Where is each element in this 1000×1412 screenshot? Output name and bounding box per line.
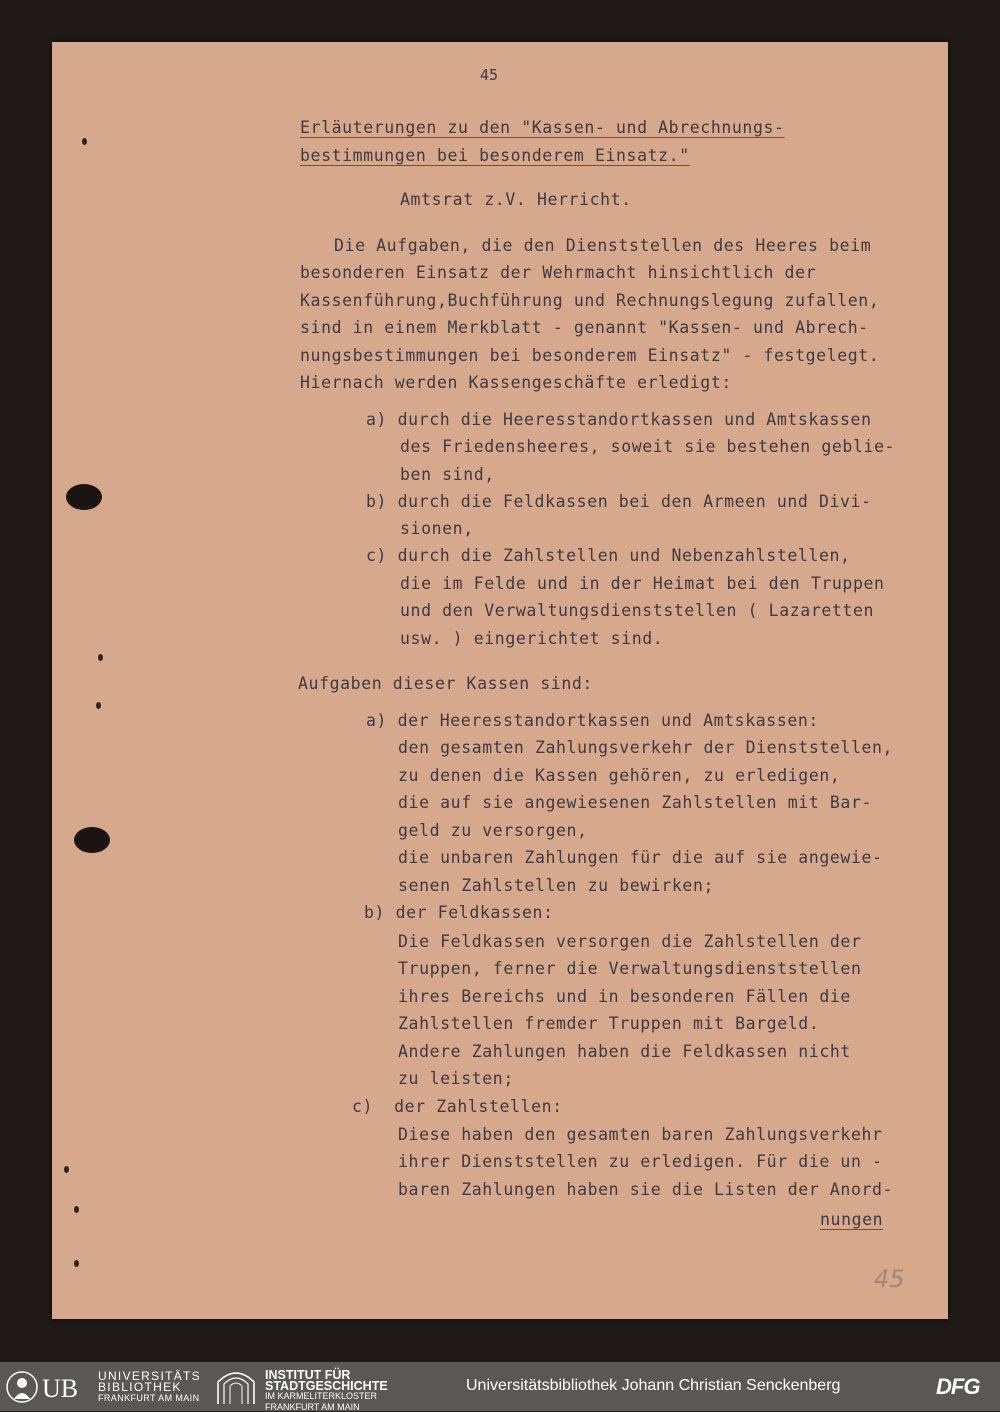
text-line: besonderen Einsatz der Wehrmacht hinsichtlich der xyxy=(300,263,817,282)
text-line: Aufgaben dieser Kassen sind: xyxy=(298,674,593,693)
isg-name: INSTITUT FÜR STADTGESCHICHTE IM KARMELITERKLOSTER FRANKFURT AM MAIN xyxy=(265,1368,388,1412)
text-line: nungen xyxy=(820,1210,884,1229)
text-line: geld zu versorgen, xyxy=(398,821,588,840)
library-title: Universitätsbibliothek Johann Christian Senckenberg xyxy=(466,1377,841,1394)
text-line: c) der Zahlstellen: xyxy=(352,1097,563,1116)
speck-5 xyxy=(74,1206,79,1213)
text-line: senen Zahlstellen zu bewirken; xyxy=(398,876,715,895)
text-line: die auf sie angewiesenen Zahlstellen mit Bar- xyxy=(398,793,873,812)
punch-hole-bottom xyxy=(74,827,110,853)
pencil-page-number: 45 xyxy=(874,1265,905,1293)
speck-4 xyxy=(64,1166,69,1173)
text-line: Andere Zahlungen haben die Feldkassen nicht xyxy=(398,1042,851,1061)
text-line: ben sind, xyxy=(400,465,495,484)
text-line: nungsbestimmungen bei besonderem Einsatz" - festgelegt. xyxy=(300,346,880,365)
text-line: Die Feldkassen versorgen die Zahlstellen der xyxy=(398,932,862,951)
text-line: den gesamten Zahlungsverkehr der Dienststellen, xyxy=(398,738,894,757)
speck-3 xyxy=(96,702,101,709)
speck-1 xyxy=(82,138,87,145)
text-line: die im Felde und in der Heimat bei den Truppen xyxy=(400,574,885,593)
text-line: Amtsrat z.V. Herricht. xyxy=(400,190,632,209)
page-number: 45 xyxy=(480,66,499,84)
svg-text:UB: UB xyxy=(42,1374,79,1403)
text-line: c) durch die Zahlstellen und Nebenzahlstellen, xyxy=(366,546,851,565)
text-line: a) der Heeresstandortkassen und Amtskassen: xyxy=(366,711,819,730)
ub-logo-icon xyxy=(4,1369,90,1405)
text-line: Zahlstellen fremder Truppen mit Bargeld. xyxy=(398,1014,820,1033)
text-line: a) durch die Heeresstandortkassen und Amtskassen xyxy=(366,410,872,429)
punch-hole-top xyxy=(66,484,102,510)
text-line: b) durch die Feldkassen bei den Armeen und Divi- xyxy=(366,492,872,511)
text-line: und den Verwaltungsdienststellen ( Lazaretten xyxy=(400,601,875,620)
text-line: Erläuterungen zu den "Kassen- und Abrechnungs- xyxy=(300,118,785,137)
text-line: Hiernach werden Kassengeschäfte erledigt: xyxy=(300,373,732,392)
text-line: Kassenführung,Buchführung und Rechnungslegung zufallen, xyxy=(300,291,880,310)
text-line: sind in einem Merkblatt - genannt "Kassen- und Abrech- xyxy=(300,318,869,337)
text-line: Die Aufgaben, die den Dienststellen des Heeres beim xyxy=(334,236,872,255)
text-line: des Friedensheeres, soweit sie bestehen geblie- xyxy=(400,437,896,456)
speck-6 xyxy=(74,1260,79,1267)
isg-arch-icon xyxy=(214,1368,258,1406)
text-line: Truppen, ferner die Verwaltungsdienststellen xyxy=(398,959,862,978)
text-line: sionen, xyxy=(400,519,474,538)
dfg-logo: DFG xyxy=(936,1374,980,1399)
footer-bar xyxy=(0,1362,1000,1411)
text-line: ihres Bereichs und in besonderen Fällen die xyxy=(398,987,851,1006)
text-line: zu denen die Kassen gehören, zu erledigen, xyxy=(398,766,841,785)
text-line: die unbaren Zahlungen für die auf sie angewie- xyxy=(398,848,883,867)
text-line: baren Zahlungen haben sie die Listen der Anord- xyxy=(398,1180,894,1199)
text-line: usw. ) eingerichtet sind. xyxy=(400,629,664,648)
text-line: bestimmungen bei besonderem Einsatz." xyxy=(300,146,690,165)
text-line: ihrer Dienststellen zu erledigen. Für die un - xyxy=(398,1152,883,1171)
speck-2 xyxy=(98,654,103,661)
text-line: Diese haben den gesamten baren Zahlungsverkehr xyxy=(398,1125,883,1144)
ub-name: UNIVERSITÄTS BIBLIOTHEK FRANKFURT AM MAIN xyxy=(98,1369,201,1403)
text-line: b) der Feldkassen: xyxy=(364,903,554,922)
text-line: zu leisten; xyxy=(398,1069,514,1088)
